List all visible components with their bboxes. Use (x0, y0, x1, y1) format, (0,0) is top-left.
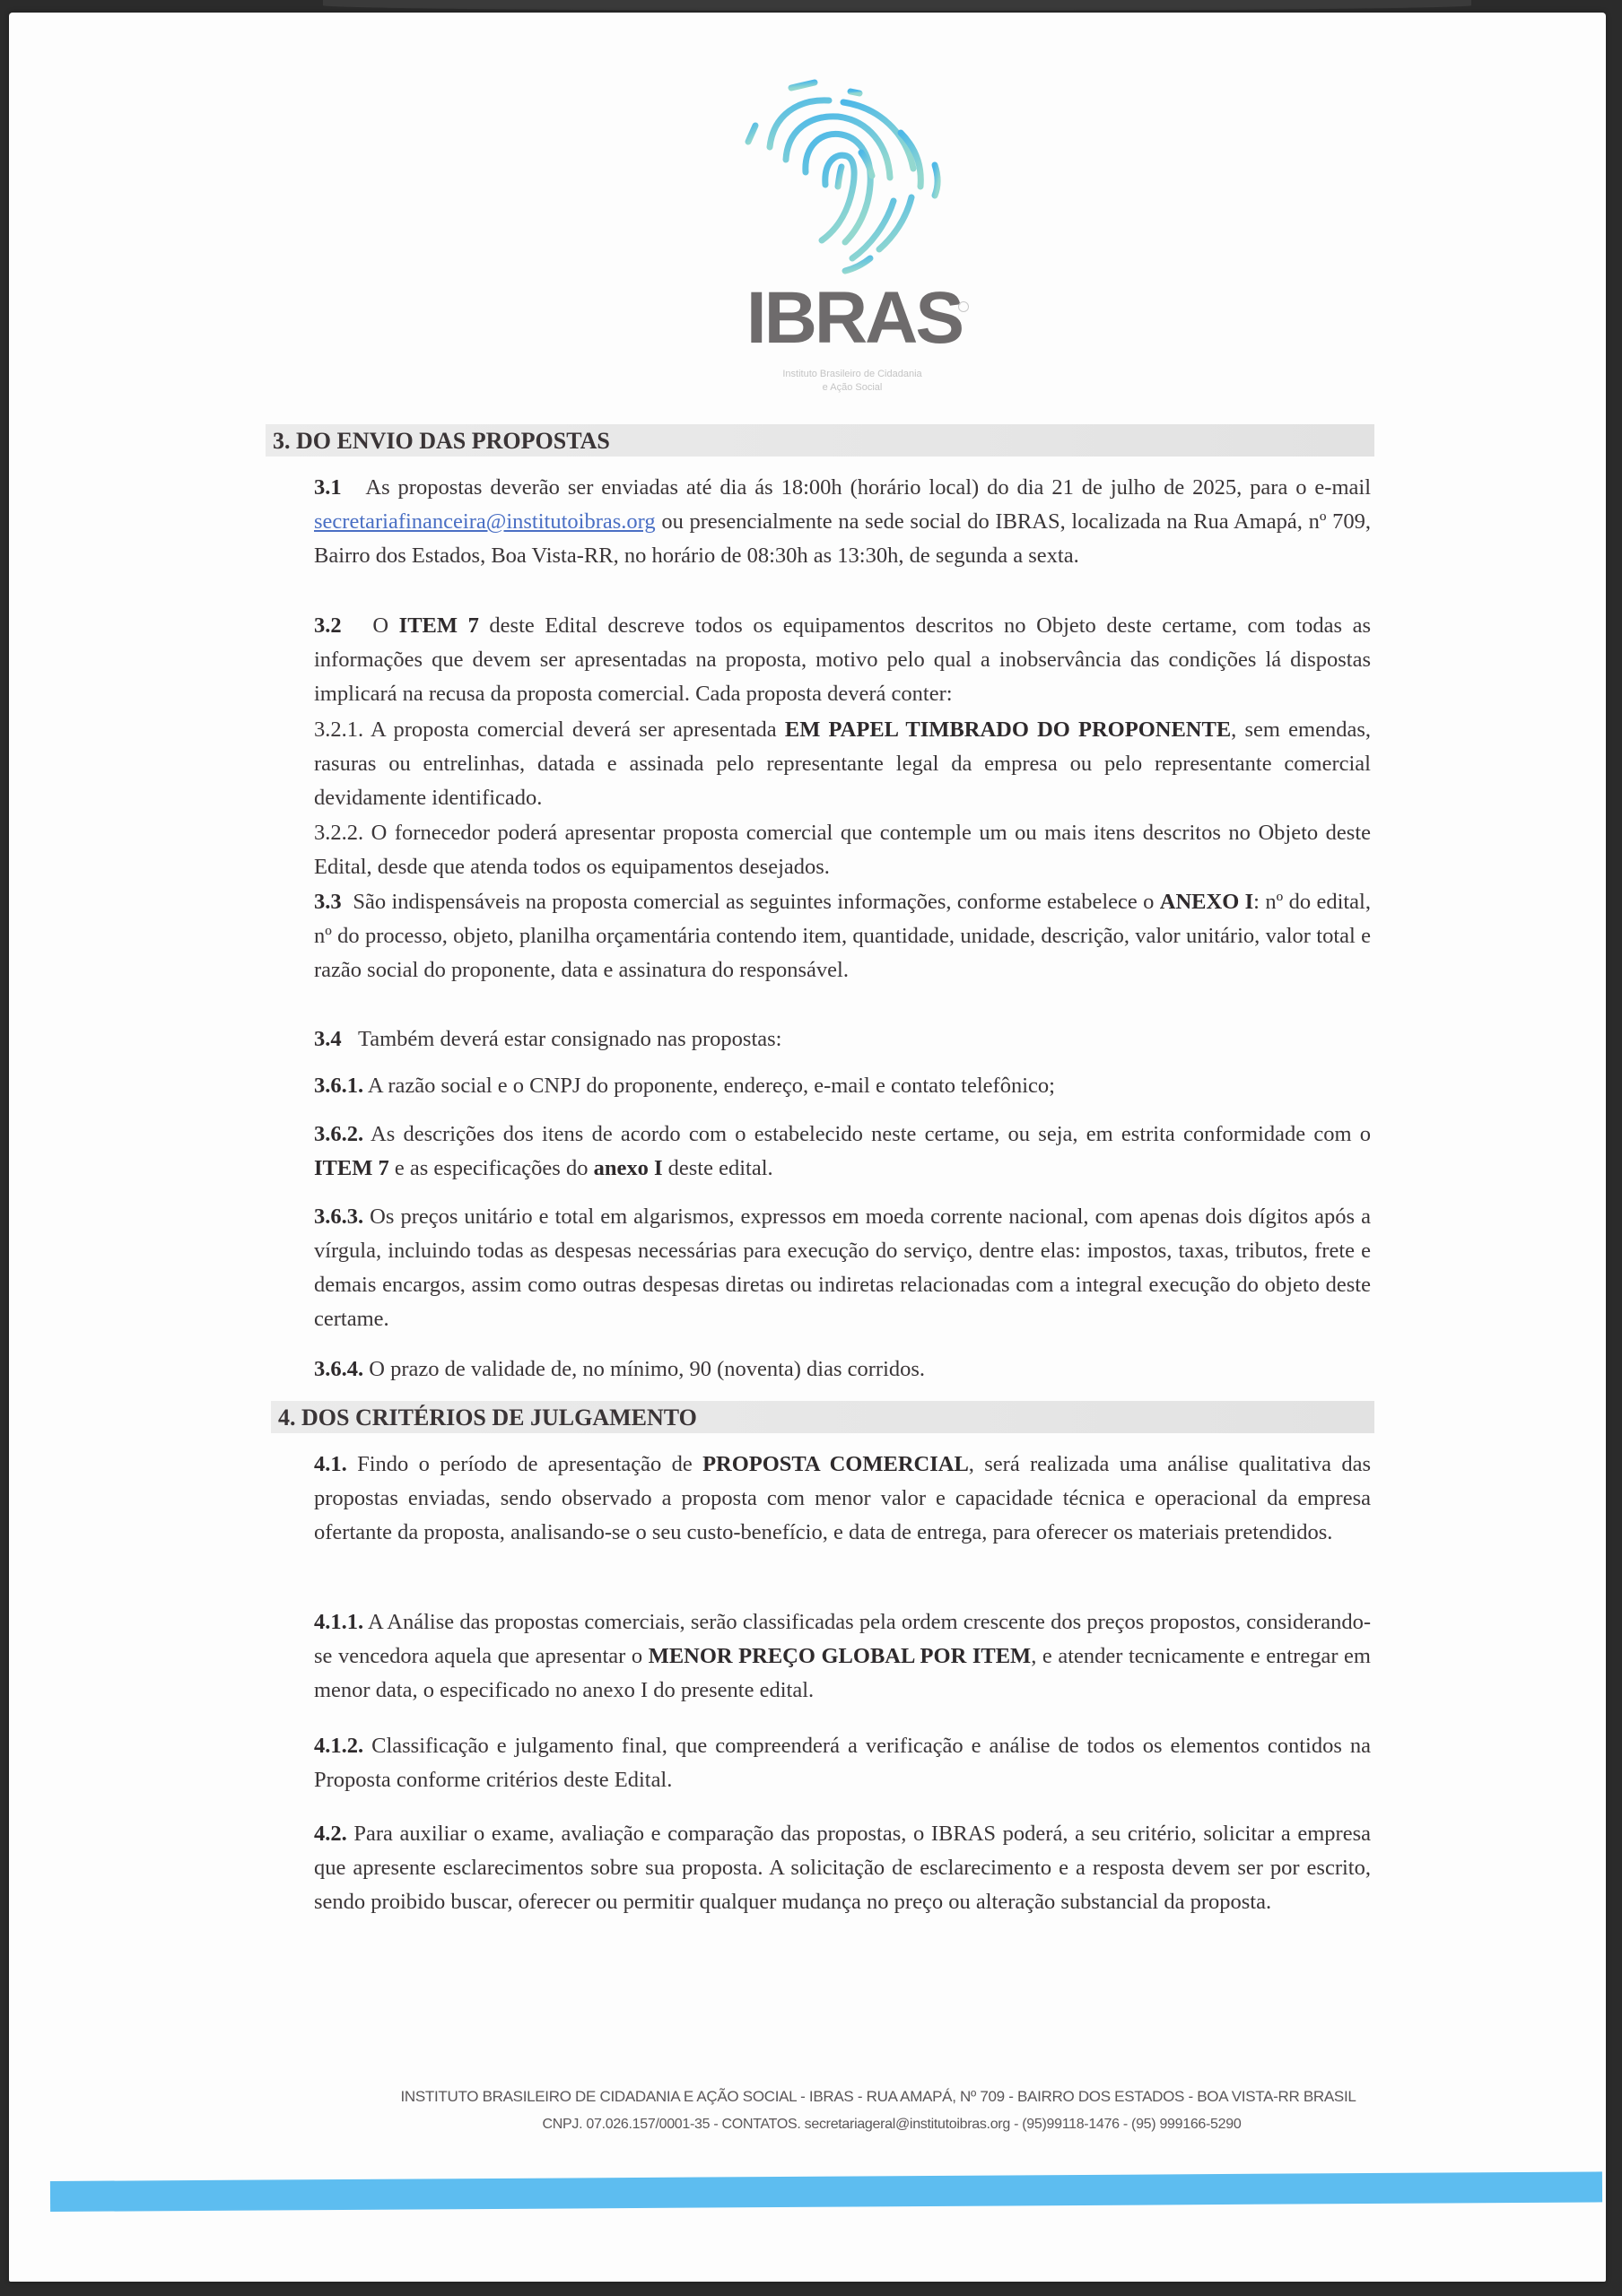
paragraph-3-2-1 (314, 713, 1371, 815)
section-3-header (266, 424, 1374, 457)
paragraph-text: e as especificações do (388, 1156, 594, 1180)
paragraph-3-2-2 (314, 816, 1371, 884)
bold-emphasis: EM PAPEL TIMBRADO DO PROPONENTE (784, 718, 1232, 742)
paragraph-number: 3.6.3. (314, 1205, 364, 1229)
paragraph-text: O (372, 613, 399, 638)
paragraph-number: 3.2 (314, 613, 342, 638)
paragraph-number: 3.4 (314, 1027, 342, 1051)
paragraph-4-1 (314, 1448, 1371, 1550)
paragraph-text: ou presencialmente na sede social do IBRAS, localizada na Rua Amapá, nº 709, Bairro dos Estados, Boa Vista-RR, no horário de 08:30h as 13:30h, de segunda a sexta. (314, 509, 1371, 568)
paragraph-3-2 (314, 609, 1371, 711)
bold-reference: ITEM 7 (398, 613, 479, 638)
logo-wordmark: IBRAS (746, 277, 963, 359)
bold-reference: ITEM 7 (314, 1156, 389, 1180)
email-link[interactable]: secretariafinanceira@institutoibras.org (314, 509, 656, 534)
ibras-logo (718, 79, 987, 402)
paragraph-3-1 (314, 471, 1371, 573)
paragraph-text: 3.2.2. O fornecedor poderá apresentar proposta comercial que contemple um ou mais itens descritos no Objeto deste Edital, desde que atenda todos os equipamentos desejados. (314, 821, 1371, 879)
paragraph-text: Findo o período de apresentação de (357, 1452, 703, 1476)
paragraph-text: São indispensáveis na proposta comercial as seguintes informações, conforme estabelece o (353, 890, 1160, 914)
footer-contacts: CNPJ. 07.026.157/0001-35 - CONTATOS. secretariageral@institutoibras.org - (95)99118-1476 - (95) 999166-5290 (542, 2117, 1242, 2132)
paragraph-text: deste edital. (662, 1156, 773, 1180)
paragraph-text: , será realizada uma análise qualitativa das propostas enviadas, sendo observado a proposta com menor valor e capacidade técnica e operacional da empresa ofertante da proposta, analisando-se o seu custo-benefício, e data de entrega, para oferecer os materiais pretendidos. (314, 1452, 1371, 1544)
paragraph-3-6-2 (314, 1118, 1371, 1186)
paragraph-text: , sem emendas, rasuras ou entrelinhas, datada e assinada pelo representante legal da empresa ou pelo representante comercial devidamente identificado. (314, 718, 1371, 810)
section-4-title: 4. DOS CRITÉRIOS DE JULGAMENTO (278, 1405, 697, 1431)
logo-subtitle (718, 368, 987, 395)
bold-emphasis: MENOR PREÇO GLOBAL POR ITEM (648, 1644, 1032, 1668)
paragraph-text: A razão social e o CNPJ do proponente, endereço, e-mail e contato telefônico; (367, 1074, 1055, 1098)
paragraph-number: 4.1. (314, 1452, 347, 1476)
paragraph-4-2 (314, 1817, 1371, 1919)
footer-address: INSTITUTO BRASILEIRO DE CIDADANIA E AÇÃO SOCIAL - IBRAS - RUA AMAPÁ, Nº 709 - BAIRRO DOS ESTADOS - BOA VISTA-RR BRASIL (400, 2088, 1356, 2105)
paragraph-text: , e atender tecnicamente e entregar em menor data, o especificado no anexo I do presente edital. (314, 1644, 1371, 1702)
section-4-header (271, 1401, 1374, 1433)
paragraph-number: 4.1.1. (314, 1610, 364, 1634)
paragraph-text: A Análise das propostas comerciais, serão classificadas pela ordem crescente dos preços propostos, considerando-se vencedora aquela que apresentar o (314, 1610, 1372, 1668)
paragraph-text: : nº do edital, nº do processo, objeto, planilha orçamentária contendo item, quantidade, unidade, descrição, valor unitário, valor total e razão social do proponente, data e assinatura do responsável. (314, 890, 1371, 982)
paragraph-3-6-3 (314, 1200, 1371, 1336)
paragraph-text: O prazo de validade de, no mínimo, 90 (noventa) dias corridos. (369, 1357, 926, 1381)
logo-subtitle-line1: Instituto Brasileiro de Cidadania (782, 369, 922, 379)
paragraph-number: 3.3 (314, 890, 342, 914)
bold-emphasis: PROPOSTA COMERCIAL (702, 1452, 969, 1476)
paragraph-3-6-1 (314, 1069, 1371, 1103)
paragraph-number: 3.6.1. (314, 1074, 364, 1098)
section-3-title: 3. DO ENVIO DAS PROPOSTAS (273, 428, 610, 454)
paragraph-number: 4.1.2. (314, 1734, 364, 1758)
paragraph-text: deste Edital descreve todos os equipamentos descritos no Objeto deste certame, com todas as informações que devem ser apresentadas na proposta, motivo pelo qual a inobservância das condições lá dispostas implicará na recusa da proposta comercial. Cada proposta deverá conter: (314, 613, 1371, 706)
paragraph-3-6-4 (314, 1352, 1371, 1387)
paragraph-number: 3.6.4. (314, 1357, 364, 1381)
paragraph-4-1-1 (314, 1605, 1371, 1708)
paragraph-3-3 (314, 885, 1371, 987)
paragraph-number: 3.6.2. (314, 1122, 364, 1146)
background-edge (323, 0, 1471, 11)
paragraph-number: 3.1 (314, 475, 342, 500)
registered-mark-icon (958, 301, 969, 312)
logo-subtitle-line2: e Ação Social (822, 382, 883, 393)
paragraph-text: As propostas deverão ser enviadas até dia ás 18:00h (horário local) do dia 21 de julho de 2025, para o e-mail (365, 475, 1372, 500)
paragraph-4-1-2 (314, 1729, 1371, 1797)
bold-reference: ANEXO I (1159, 890, 1254, 914)
paragraph-number: 4.2. (314, 1822, 347, 1846)
paragraph-text: Para auxiliar o exame, avaliação e comparação das propostas, o IBRAS poderá, a seu critério, solicitar a empresa que apresente esclarecimentos sobre sua proposta. A solicitação de esclarecimento e a resposta devem ser por escrito, sendo proibido buscar, oferecer ou permitir qualquer mudança no preço ou alteração substancial da proposta. (314, 1822, 1371, 1914)
paragraph-text: 3.2.1. A proposta comercial deverá ser apresentada (314, 718, 785, 742)
paragraph-text: As descrições dos itens de acordo com o estabelecido neste certame, ou seja, em estrita conformidade com o (371, 1122, 1371, 1146)
paragraph-text: Classificação e julgamento final, que compreenderá a verificação e análise de todos os elementos contidos na Proposta conforme critérios deste Edital. (314, 1734, 1371, 1792)
bold-reference: anexo I (593, 1156, 663, 1180)
paragraph-text: Os preços unitário e total em algarismos, expressos em moeda corrente nacional, com apenas dois dígitos após a vírgula, incluindo todas as despesas necessárias para execução do serviço, dentre elas: impostos, taxas, tributos, frete e demais encargos, assim como outras despesas diretas ou indiretas relacionadas com a integral execução do objeto deste certame. (314, 1205, 1371, 1331)
paragraph-3-4 (314, 1022, 1371, 1057)
fingerprint-brazil-map-icon (736, 79, 969, 276)
paragraph-text: Também deverá estar consignado nas propostas: (358, 1027, 782, 1051)
